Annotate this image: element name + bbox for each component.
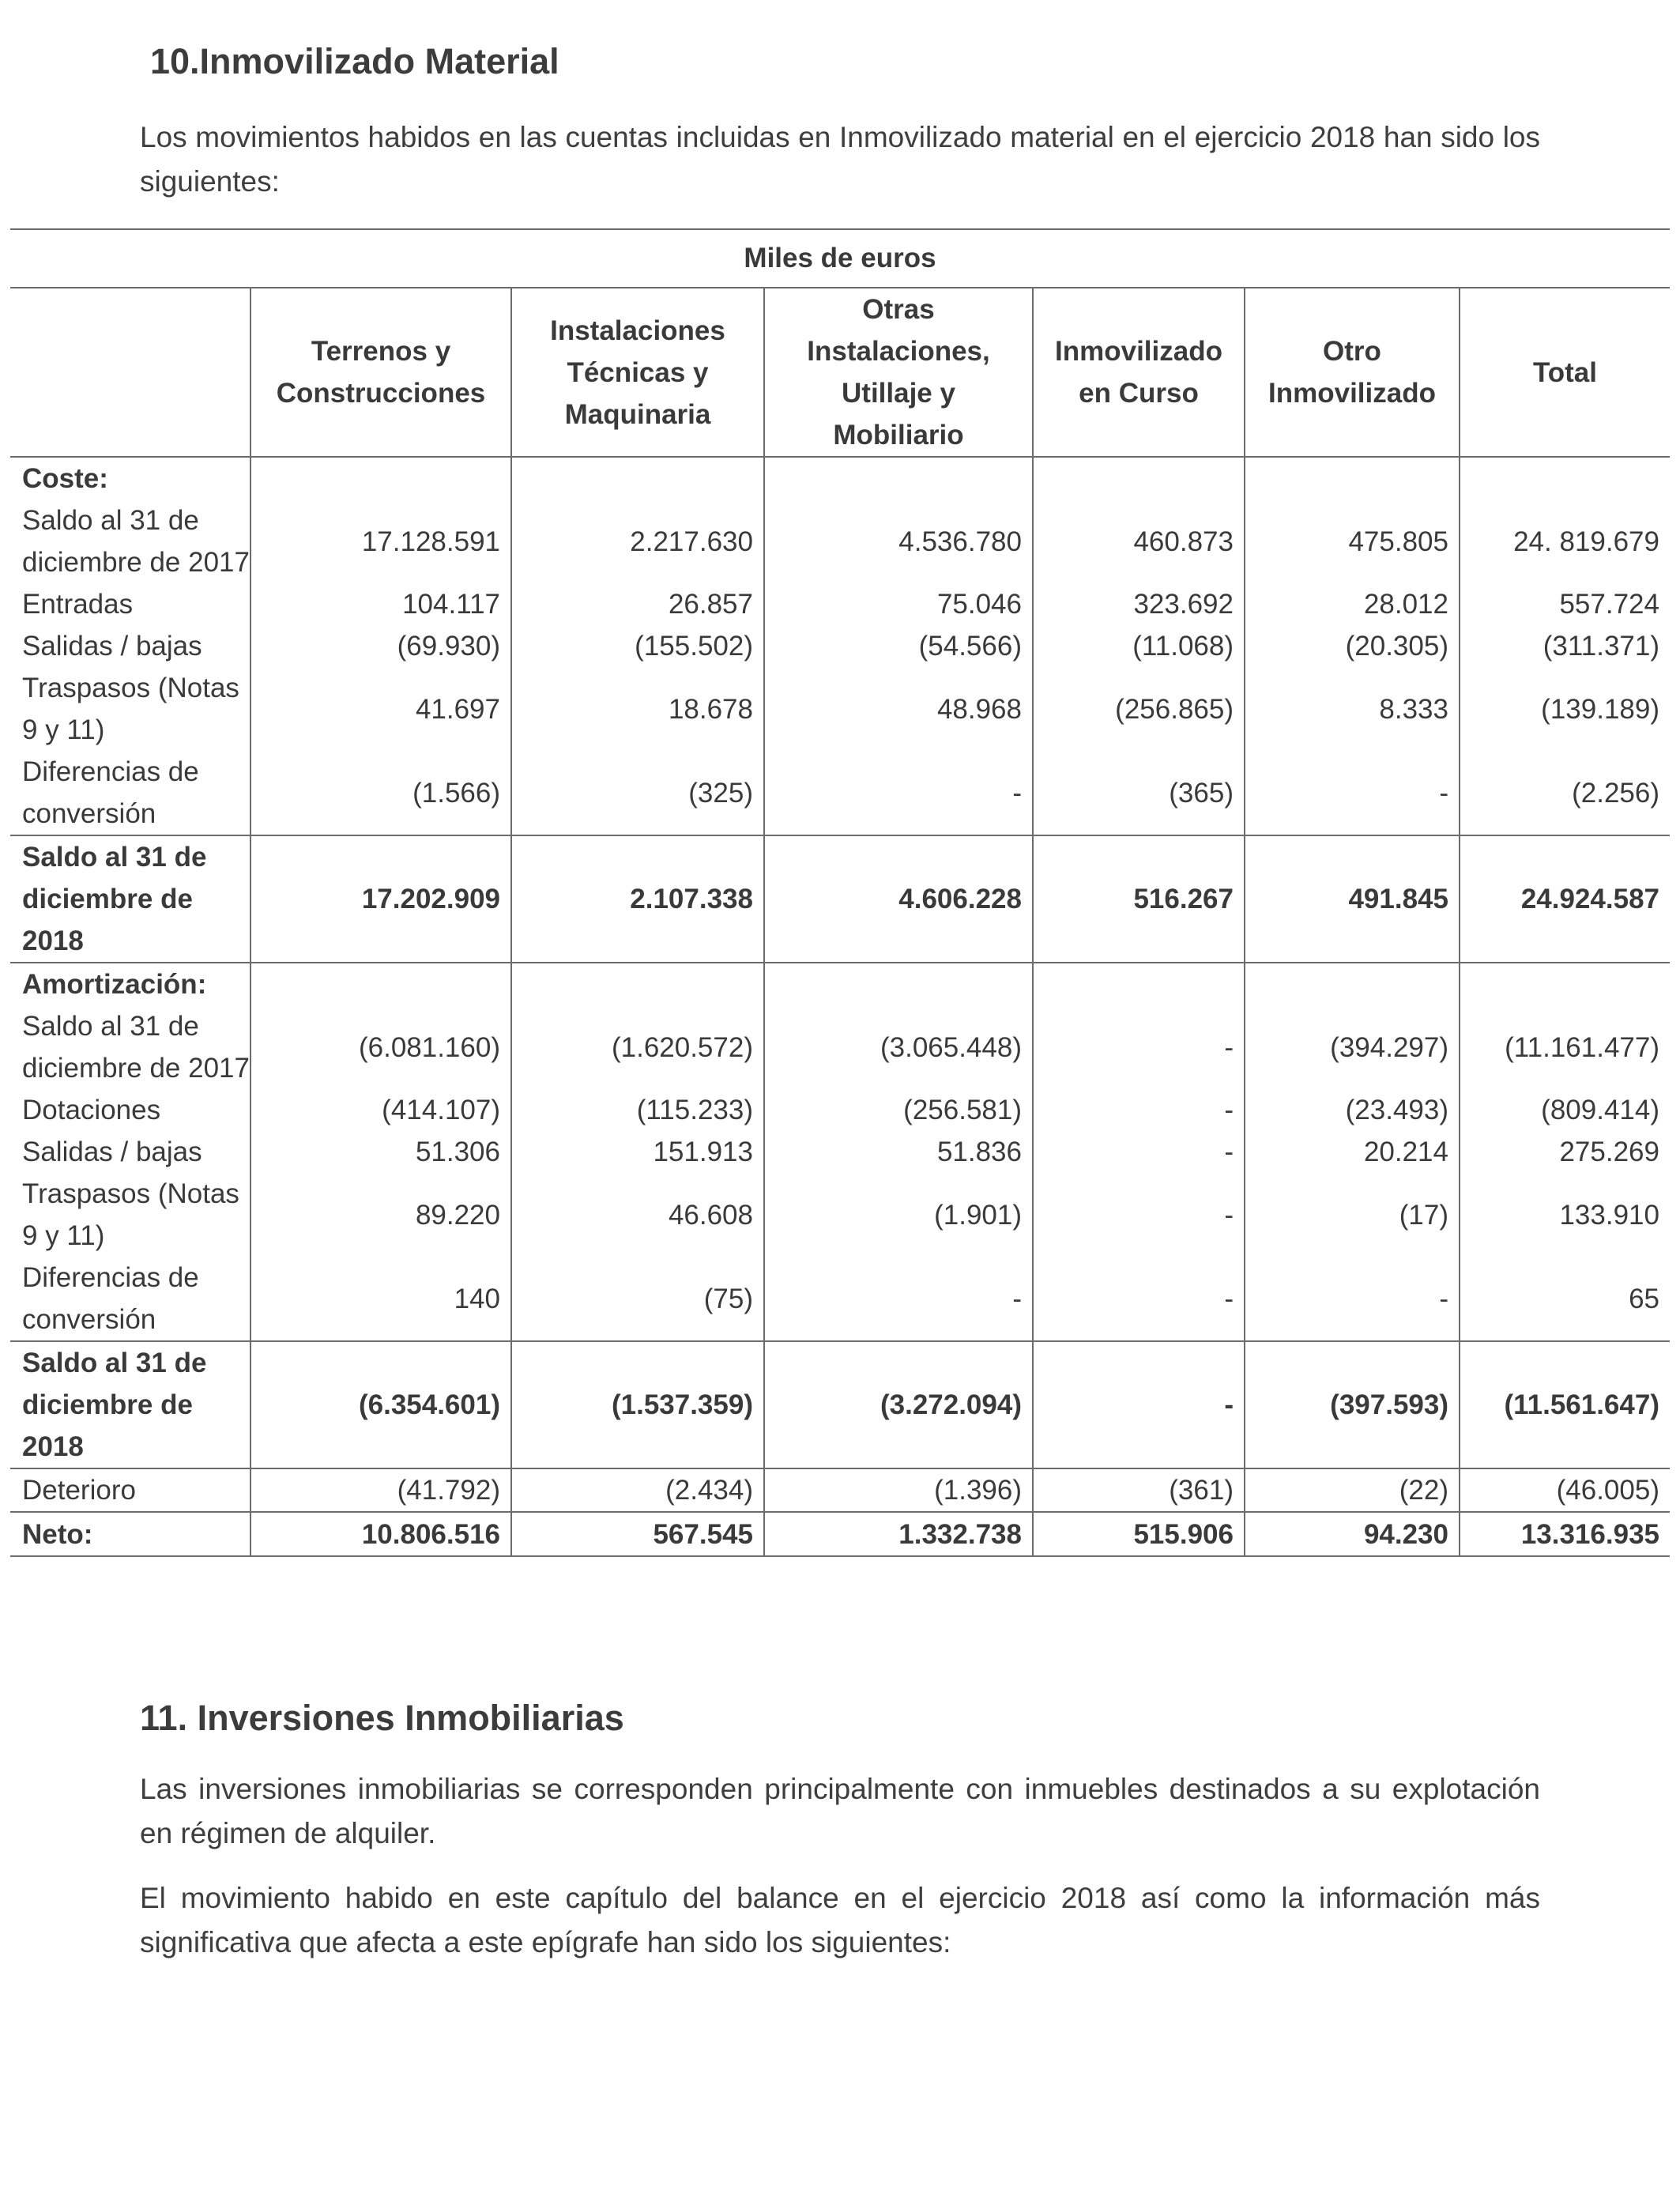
table-row [10, 667, 1670, 751]
cell-value: 28.012 [1245, 583, 1460, 625]
cell-value: (1.537.359) [511, 1341, 764, 1468]
cell-value: 567.545 [511, 1512, 764, 1556]
cell-value: (41.792) [250, 1468, 511, 1512]
table-row [10, 1512, 1670, 1556]
cell-value: - [764, 1257, 1033, 1341]
cell-value: (325) [511, 751, 764, 835]
cell-value: 4.536.780 [764, 499, 1033, 583]
row-label: Saldo al 31 de diciembre de 2018 [10, 835, 250, 963]
cell-value: 323.692 [1033, 583, 1245, 625]
cell-value: (22) [1245, 1468, 1460, 1512]
cell-value: 515.906 [1033, 1512, 1245, 1556]
cell-value: (20.305) [1245, 625, 1460, 667]
section-10-title: 10.Inmovilizado Material [150, 41, 559, 81]
cell-value: - [1245, 1257, 1460, 1341]
section-11-paragraph-1: Las inversiones inmobiliarias se corresponden principalmente con inmuebles destinados a su explotación en régimen de alquiler. [140, 1773, 1540, 1849]
cell-value: (311.371) [1460, 625, 1670, 667]
cell-value: (11.561.647) [1460, 1341, 1670, 1468]
cell-value: (23.493) [1245, 1089, 1460, 1131]
section-11-title: 11. Inversiones Inmobiliarias [140, 1698, 624, 1738]
section-label: Amortización: [22, 969, 207, 1000]
table-row [10, 1341, 1670, 1468]
cell-value: (256.581) [764, 1089, 1033, 1131]
coste-section-label: Coste: [22, 463, 108, 494]
cell-value: 140 [250, 1257, 511, 1341]
cell-value: 17.128.591 [250, 499, 511, 583]
cell-value: 10.806.516 [250, 1512, 511, 1556]
cell-value: (3.272.094) [764, 1341, 1033, 1468]
cell-value: (2.256) [1460, 751, 1670, 835]
cell-value: (69.930) [250, 625, 511, 667]
section-11-paragraph-2: El movimiento habido en este capítulo del balance en el ejercicio 2018 así como la información más significativa que afecta a este epígrafe han sido los siguientes: [140, 1882, 1540, 1958]
table-row [10, 1005, 1670, 1089]
cell-value: 41.697 [250, 667, 511, 751]
cell-value: (809.414) [1460, 1089, 1670, 1131]
inmovilizado-material-table [10, 228, 1670, 1557]
column-header: Terrenos y Construcciones [250, 288, 511, 457]
cell-value: - [1033, 1005, 1245, 1089]
cell-value: 491.845 [1245, 835, 1460, 963]
cell-value: 13.316.935 [1460, 1512, 1670, 1556]
table-row [10, 963, 1670, 1005]
table-row [10, 1089, 1670, 1131]
cell-value: 104.117 [250, 583, 511, 625]
cell-value: (414.107) [250, 1089, 511, 1131]
cell-value: 65 [1460, 1257, 1670, 1341]
cell-value: (17) [1245, 1173, 1460, 1257]
column-header: Otras Instalaciones, Utillaje y Mobiliario [764, 288, 1033, 457]
cell-value: 75.046 [764, 583, 1033, 625]
cell-value: - [1033, 1257, 1245, 1341]
cell-value: 17.202.909 [250, 835, 511, 963]
cell-value: 2.217.630 [511, 499, 764, 583]
cell-value: 2.107.338 [511, 835, 764, 963]
cell-value: 460.873 [1033, 499, 1245, 583]
table-row [10, 1468, 1670, 1512]
row-label: Diferencias de conversión [10, 751, 250, 835]
column-header: Otro Inmovilizado [1245, 288, 1460, 457]
cell-value: 24. 819.679 [1460, 499, 1670, 583]
cell-value: 1.332.738 [764, 1512, 1033, 1556]
cell-value: - [1033, 1341, 1245, 1468]
cell-value: 18.678 [511, 667, 764, 751]
cell-value: 26.857 [511, 583, 764, 625]
cell-value: - [1033, 1131, 1245, 1173]
cell-value: (155.502) [511, 625, 764, 667]
row-label: Dotaciones [22, 1095, 161, 1125]
cell-value: (46.005) [1460, 1468, 1670, 1512]
cell-value: 51.836 [764, 1131, 1033, 1173]
cell-value: (256.865) [1033, 667, 1245, 751]
cell-value: (54.566) [764, 625, 1033, 667]
cell-value: (365) [1033, 751, 1245, 835]
cell-value: 46.608 [511, 1173, 764, 1257]
cell-value: - [1245, 751, 1460, 835]
cell-value: (115.233) [511, 1089, 764, 1131]
cell-value: (11.068) [1033, 625, 1245, 667]
header-blank [10, 288, 250, 457]
row-label: Saldo al 31 de diciembre de 2017 [22, 1011, 250, 1084]
row-label: Deterioro [10, 1468, 250, 1512]
cell-value: 475.805 [1245, 499, 1460, 583]
cell-value: (6.081.160) [250, 1005, 511, 1089]
cell-value: (139.189) [1460, 667, 1670, 751]
table-row [10, 751, 1670, 835]
table-row [10, 499, 1670, 583]
cell-value: (3.065.448) [764, 1005, 1033, 1089]
cell-value: 4.606.228 [764, 835, 1033, 963]
section-10-intro: Los movimientos habidos en las cuentas incluidas en Inmovilizado material en el ejercicio 2018 han sido los siguientes: [140, 121, 1540, 198]
cell-value: 151.913 [511, 1131, 764, 1173]
cell-value: (397.593) [1245, 1341, 1460, 1468]
cell-value: (1.620.572) [511, 1005, 764, 1089]
cell-value: (1.901) [764, 1173, 1033, 1257]
cell-value: (6.354.601) [250, 1341, 511, 1468]
cell-value: 51.306 [250, 1131, 511, 1173]
row-label: Traspasos (Notas 9 y 11) [22, 1178, 239, 1251]
row-label: Saldo al 31 de diciembre de 2018 [10, 1341, 250, 1468]
cell-value: 48.968 [764, 667, 1033, 751]
cell-value: 8.333 [1245, 667, 1460, 751]
cell-value: 557.724 [1460, 583, 1670, 625]
cell-value: 89.220 [250, 1173, 511, 1257]
cell-value: - [1033, 1089, 1245, 1131]
table-row [10, 835, 1670, 963]
row-label: Saldo al 31 de diciembre de 2017 [22, 505, 250, 578]
cell-value: (394.297) [1245, 1005, 1460, 1089]
cell-value: 94.230 [1245, 1512, 1460, 1556]
cell-value: - [764, 751, 1033, 835]
table-row [10, 583, 1670, 625]
cell-value: (361) [1033, 1468, 1245, 1512]
column-header: Total [1460, 288, 1670, 457]
cell-value: (75) [511, 1257, 764, 1341]
cell-value: 516.267 [1033, 835, 1245, 963]
cell-value: 275.269 [1460, 1131, 1670, 1173]
cell-value: 133.910 [1460, 1173, 1670, 1257]
column-header: Inmovilizado en Curso [1033, 288, 1245, 457]
column-header: Instalaciones Técnicas y Maquinaria [511, 288, 764, 457]
cell-value: - [1033, 1173, 1245, 1257]
row-label: Diferencias de conversión [10, 1257, 250, 1341]
table-row [10, 1173, 1670, 1257]
table-row [10, 625, 1670, 667]
row-label: Neto: [10, 1512, 250, 1556]
table-body [10, 457, 1670, 1556]
row-label: Salidas / bajas [22, 631, 202, 662]
cell-value: (1.396) [764, 1468, 1033, 1512]
cell-value: (11.161.477) [1460, 1005, 1670, 1089]
unit-header: Miles de euros [10, 229, 1670, 288]
cell-value: 24.924.587 [1460, 835, 1670, 963]
cell-value: (1.566) [250, 751, 511, 835]
table-row [10, 1257, 1670, 1341]
row-label: Traspasos (Notas 9 y 11) [22, 673, 239, 745]
cell-value: (2.434) [511, 1468, 764, 1512]
cell-value: 20.214 [1245, 1131, 1460, 1173]
table-row [10, 1131, 1670, 1173]
row-label: Entradas [22, 589, 134, 620]
row-label: Salidas / bajas [22, 1137, 202, 1167]
